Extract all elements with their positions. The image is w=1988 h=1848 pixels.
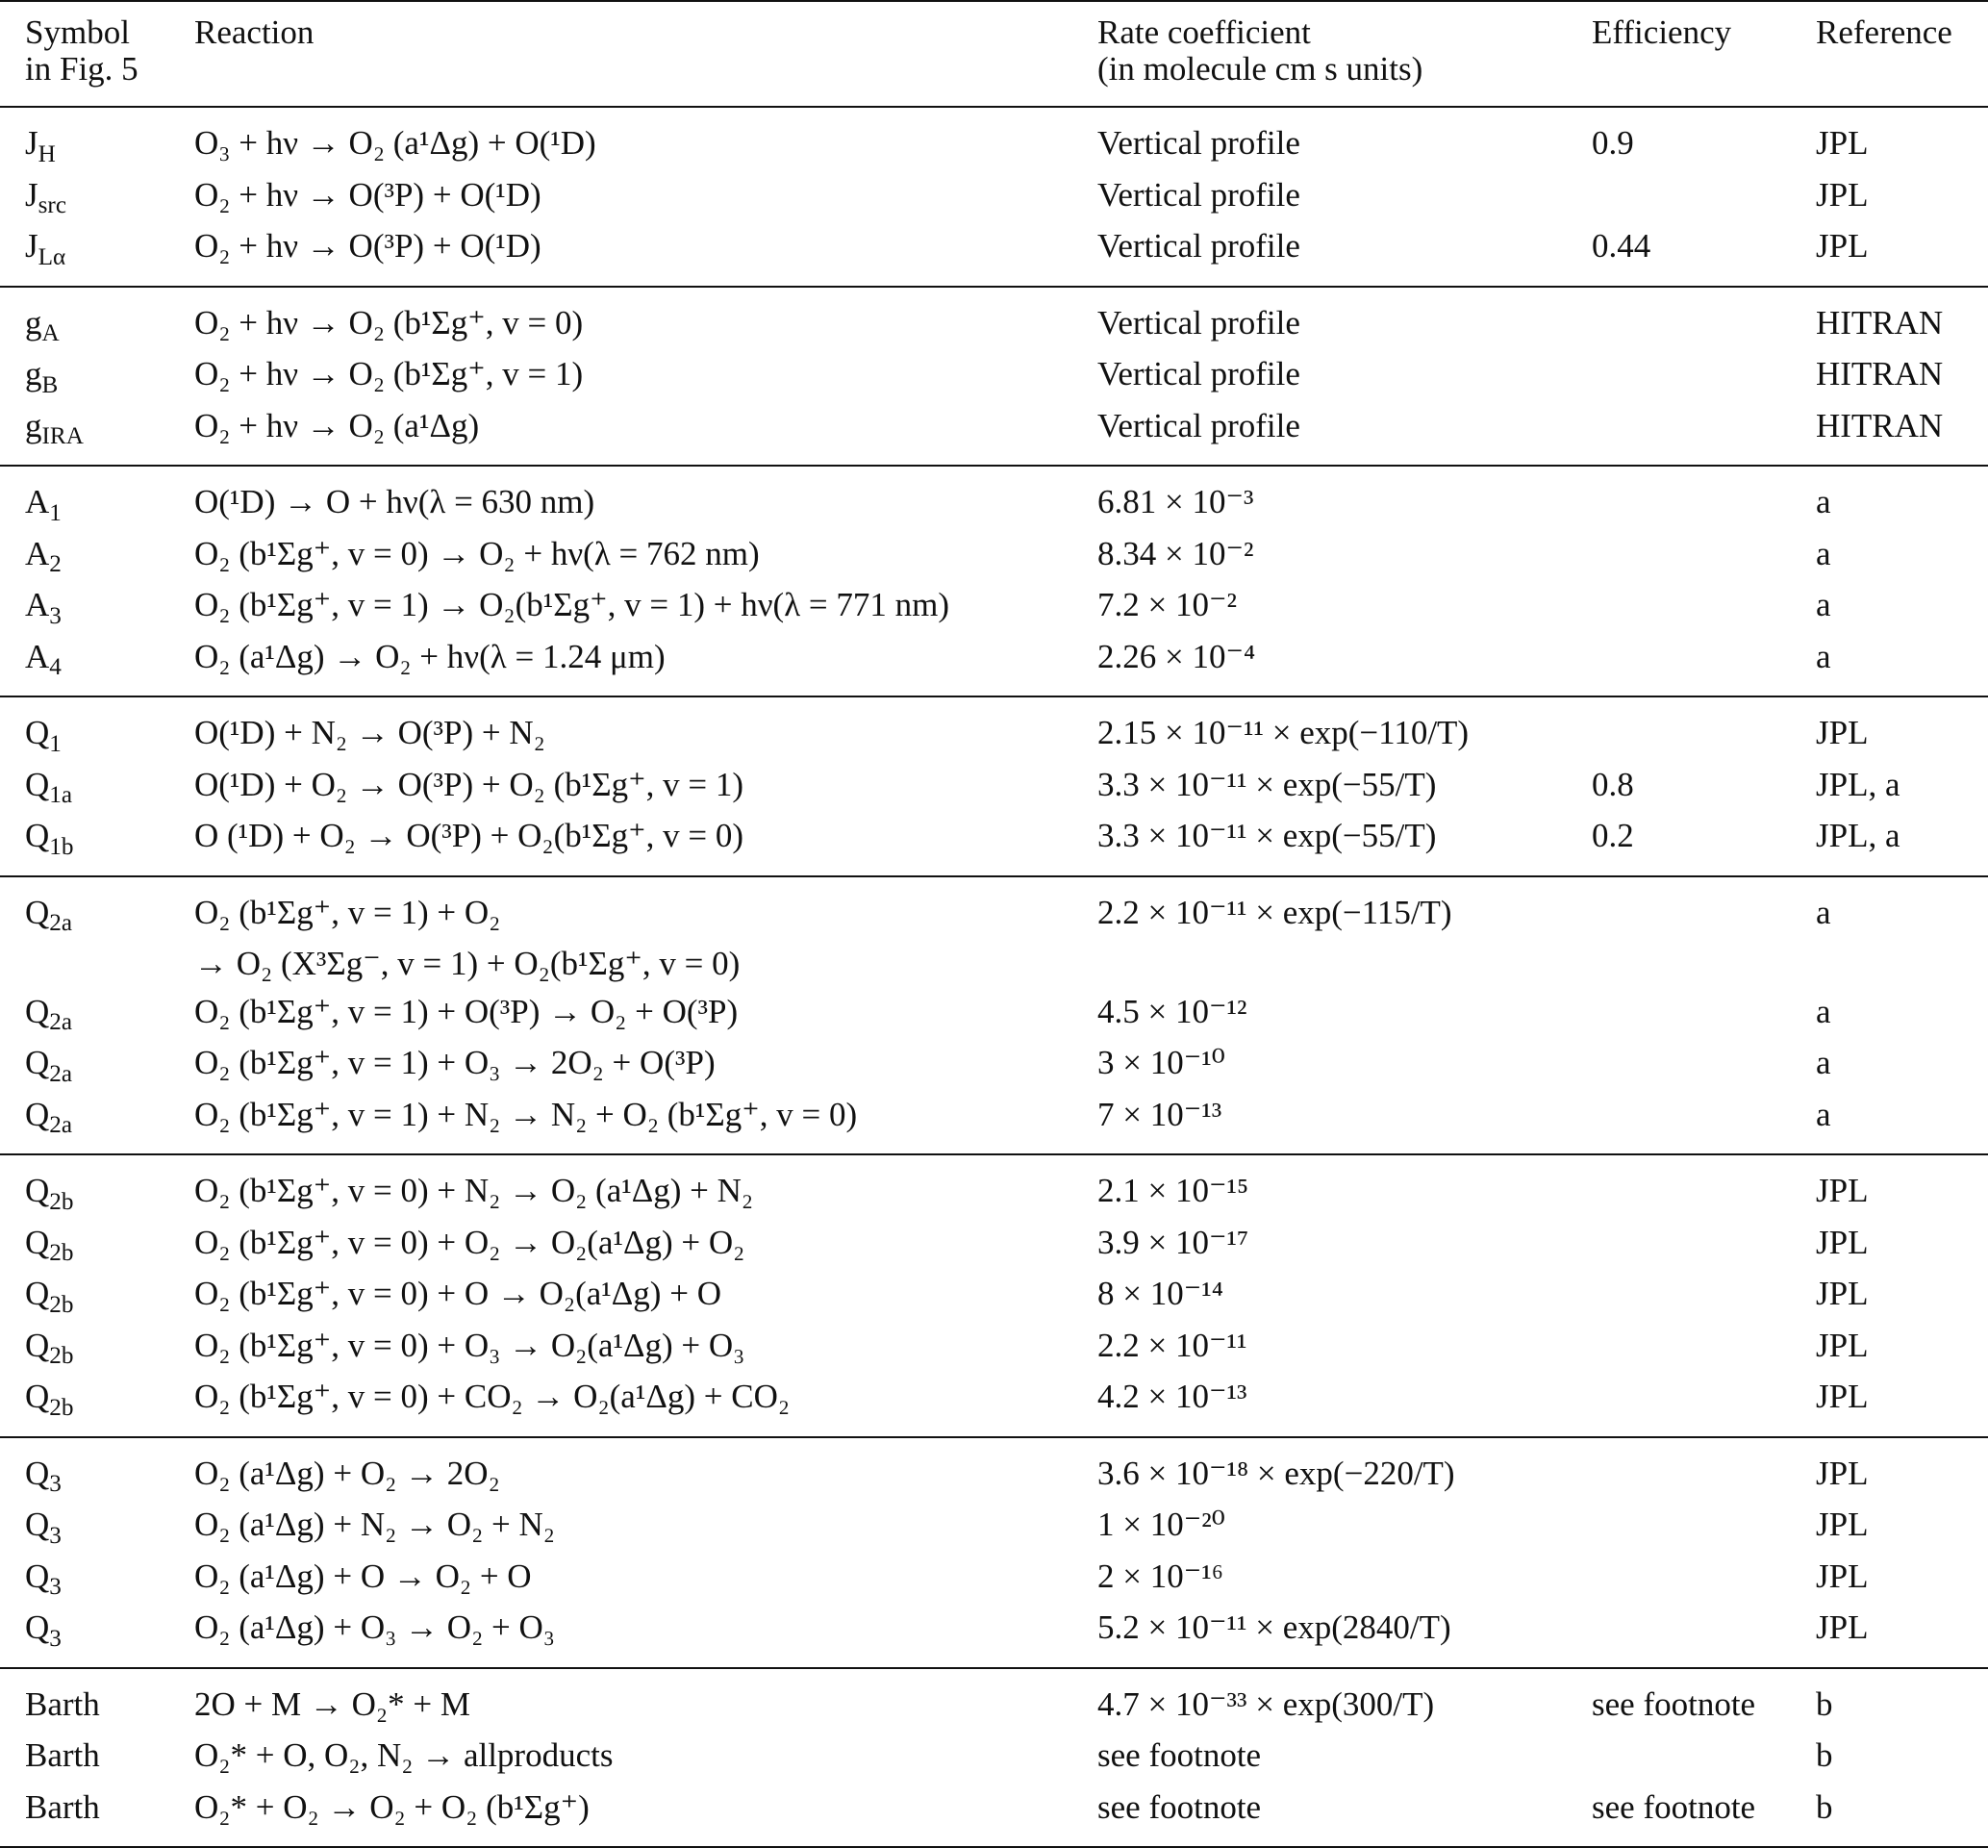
- symbol-base: A: [25, 534, 50, 572]
- cell-reaction: O₂ (b¹Σg⁺, v = 0) + O₂ → O₂(a¹Δg) + O₂: [194, 1223, 745, 1261]
- cell-reaction: O₂* + O, O₂, N₂ → allproducts: [194, 1736, 614, 1774]
- cell-reference: a: [1816, 637, 1831, 675]
- symbol-base: Q: [25, 817, 50, 854]
- cell-rate-coefficient: Vertical profile: [1097, 406, 1300, 444]
- cell-symbol: [0, 530, 169, 582]
- cell-reference: HITRAN: [1816, 406, 1944, 444]
- symbol-base: J: [25, 175, 38, 214]
- table-row: [0, 1553, 1988, 1605]
- cell-rate-coefficient: 2.15 × 10⁻¹¹ × exp(−110/T): [1097, 696, 1592, 761]
- header-reaction: Reaction: [194, 13, 315, 51]
- symbol-subscript: B: [41, 371, 59, 398]
- cell-rate-coefficient: 6.81 × 10⁻³: [1097, 466, 1592, 530]
- symbol-base: J: [25, 124, 38, 162]
- cell-reference: [1816, 940, 1988, 988]
- symbol-base: Q: [25, 1275, 50, 1312]
- cell-symbol: [0, 1219, 169, 1271]
- table-row: [0, 633, 1988, 697]
- symbol-base: Q: [25, 714, 50, 751]
- cell-reaction: O(¹D) + O₂ → O(³P) + O₂ (b¹Σg⁺, v = 1): [194, 765, 743, 803]
- cell-reference: JPL: [1816, 1557, 1869, 1595]
- table-row: [0, 696, 1988, 761]
- table-row: [0, 1091, 1988, 1155]
- symbol-base: Q: [25, 1506, 50, 1543]
- cell-rate-coefficient: 2.1 × 10⁻¹⁵: [1097, 1154, 1592, 1219]
- cell-rate-coefficient: 8.34 × 10⁻²: [1097, 534, 1254, 572]
- cell-reference: a: [1816, 534, 1831, 572]
- cell-rate-coefficient: 7.2 × 10⁻²: [1097, 586, 1237, 623]
- cell-reaction: O₂ (b¹Σg⁺, v = 0) + O → O₂(a¹Δg) + O: [194, 1275, 721, 1312]
- cell-efficiency: [1592, 988, 1816, 1040]
- cell-symbol: [0, 1154, 169, 1219]
- cell-symbol: [0, 107, 169, 171]
- symbol-subscript: 1b: [49, 833, 74, 860]
- cell-efficiency: [1592, 1501, 1816, 1553]
- cell-rate-coefficient: Vertical profile: [1097, 227, 1300, 265]
- cell-efficiency: [1592, 581, 1816, 633]
- cell-reference: JPL: [1816, 1608, 1869, 1646]
- table-row: [0, 402, 1988, 467]
- cell-reference: JPL: [1816, 696, 1988, 761]
- cell-efficiency: [1592, 696, 1816, 761]
- cell-efficiency: [1592, 287, 1816, 351]
- symbol-base: Q: [25, 1557, 50, 1595]
- cell-rate-coefficient: 7 × 10⁻¹³: [1097, 1095, 1222, 1133]
- cell-reference: b: [1816, 1668, 1988, 1733]
- cell-rate-coefficient: [1097, 940, 1592, 988]
- header-row: [0, 1, 1988, 52]
- cell-reaction: O₂ (b¹Σg⁺, v = 0) + N₂ → O₂ (a¹Δg) + N₂: [169, 1154, 1097, 1219]
- cell-symbol: [0, 988, 169, 1040]
- table-row: [0, 287, 1988, 351]
- cell-efficiency: 0.9: [1592, 107, 1816, 171]
- table-row: [0, 107, 1988, 171]
- cell-reference: JPL: [1816, 1506, 1869, 1543]
- header-symbol-line2: in Fig. 5: [25, 50, 138, 88]
- symbol-subscript: 1: [49, 499, 62, 526]
- symbol-subscript: 3: [49, 1522, 62, 1549]
- header-row-2: [0, 52, 1988, 107]
- symbol-subscript: 2b: [49, 1394, 74, 1421]
- cell-efficiency: [1592, 1154, 1816, 1219]
- cell-rate-coefficient: 4.7 × 10⁻³³ × exp(300/T): [1097, 1668, 1592, 1733]
- cell-symbol: [0, 287, 169, 351]
- table-row: [0, 988, 1988, 1040]
- cell-reference: JPL: [1816, 1275, 1869, 1312]
- table-row: [0, 581, 1988, 633]
- cell-reference: JPL: [1816, 1378, 1869, 1415]
- header-efficiency-line2: [1592, 52, 1816, 107]
- cell-rate-coefficient: 2.2 × 10⁻¹¹: [1097, 1326, 1247, 1364]
- cell-reaction: O₂ + hν → O₂ (b¹Σg⁺, v = 1): [194, 355, 584, 392]
- cell-reference: JPL: [1816, 1437, 1988, 1502]
- cell-efficiency: 0.2: [1592, 817, 1634, 854]
- symbol-base: A: [25, 586, 50, 623]
- cell-reference: a: [1816, 876, 1988, 941]
- cell-symbol: [0, 1322, 169, 1374]
- symbol-subscript: 2b: [49, 1240, 74, 1267]
- table-row: [0, 171, 1988, 223]
- cell-symbol: [0, 940, 169, 988]
- cell-reference: HITRAN: [1816, 355, 1944, 392]
- symbol-subscript: H: [38, 140, 56, 167]
- cell-reference: JPL: [1816, 107, 1988, 171]
- cell-reaction: O₂ (a¹Δg) → O₂ + hν(λ = 1.24 μm): [194, 637, 666, 675]
- cell-symbol: [0, 1437, 169, 1502]
- cell-symbol: [0, 1668, 169, 1733]
- cell-efficiency: see footnote: [1592, 1784, 1816, 1848]
- symbol-subscript: 3: [49, 1471, 62, 1498]
- symbol-base: Q: [25, 1223, 50, 1261]
- symbol-subscript: 1: [49, 730, 62, 757]
- table-row: [0, 530, 1988, 582]
- table-row: [0, 1373, 1988, 1437]
- cell-rate-coefficient: 5.2 × 10⁻¹¹ × exp(2840/T): [1097, 1608, 1451, 1646]
- cell-efficiency: [1592, 466, 1816, 530]
- cell-efficiency: [1592, 1091, 1816, 1155]
- symbol-base: Q: [25, 1095, 50, 1133]
- header-reference: Reference: [1816, 13, 1952, 51]
- symbol-base: g: [25, 355, 42, 392]
- symbol-base: Q: [25, 893, 50, 931]
- table-row: [0, 1784, 1988, 1848]
- cell-reaction: O₂ (b¹Σg⁺, v = 1) + N₂ → N₂ + O₂ (b¹Σg⁺, v = 0): [194, 1095, 858, 1133]
- cell-efficiency: [1592, 876, 1816, 941]
- cell-efficiency: see footnote: [1592, 1668, 1816, 1733]
- symbol-base: Barth: [25, 1787, 100, 1826]
- cell-efficiency: 0.44: [1592, 227, 1651, 265]
- cell-symbol: [0, 876, 169, 941]
- cell-efficiency: [1592, 1437, 1816, 1502]
- cell-reaction: O₂ + hν → O₂ (b¹Σg⁺, v = 0): [169, 287, 1097, 351]
- table-row: [0, 1501, 1988, 1553]
- symbol-subscript: 3: [49, 602, 62, 629]
- cell-reference: JPL: [1816, 1326, 1869, 1364]
- symbol-subscript: 2b: [49, 1188, 74, 1215]
- cell-symbol: [0, 1553, 169, 1605]
- table-row: [0, 350, 1988, 402]
- cell-rate-coefficient: Vertical profile: [1097, 175, 1300, 214]
- cell-reference: JPL, a: [1816, 817, 1900, 854]
- cell-reaction: O₂ + hν → O₂ (a¹Δg): [194, 406, 480, 444]
- cell-symbol: [0, 1604, 169, 1668]
- symbol-base: Q: [25, 1044, 50, 1081]
- cell-rate-coefficient: see footnote: [1097, 1784, 1592, 1848]
- symbol-base: Q: [25, 1378, 50, 1415]
- cell-efficiency: 0.8: [1592, 765, 1634, 803]
- symbol-subscript: 2a: [49, 910, 73, 937]
- cell-reaction: O₂ (b¹Σg⁺, v = 0) + O₃ → O₂(a¹Δg) + O₃: [194, 1326, 745, 1364]
- symbol-subscript: src: [38, 192, 66, 219]
- cell-efficiency: [1592, 530, 1816, 582]
- cell-efficiency: [1592, 1270, 1816, 1322]
- table-row: [0, 1604, 1988, 1668]
- symbol-subscript: 2a: [49, 1009, 73, 1036]
- header-reaction-line2: [169, 52, 1097, 107]
- cell-rate-coefficient: 2 × 10⁻¹⁶: [1097, 1557, 1223, 1595]
- symbol-base: g: [25, 303, 42, 342]
- cell-reaction: O(¹D) + N₂ → O(³P) + N₂: [169, 696, 1097, 761]
- cell-reference: a: [1816, 586, 1831, 623]
- cell-efficiency: [1592, 350, 1816, 402]
- table-body: [0, 107, 1988, 1847]
- symbol-base: J: [25, 227, 38, 265]
- table-row: [0, 1154, 1988, 1219]
- table-row: [0, 812, 1988, 876]
- cell-reference: a: [1816, 1044, 1831, 1081]
- table-row: [0, 222, 1988, 287]
- symbol-subscript: 3: [49, 1625, 62, 1652]
- cell-symbol: [0, 171, 169, 223]
- cell-reaction: O₂ (b¹Σg⁺, v = 1) → O₂(b¹Σg⁺, v = 1) + hν(λ = 771 nm): [194, 586, 950, 623]
- cell-efficiency: [1592, 633, 1816, 697]
- symbol-subscript: IRA: [41, 423, 84, 450]
- cell-symbol: [0, 350, 169, 402]
- cell-reaction: O (¹D) + O₂ → O(³P) + O₂(b¹Σg⁺, v = 0): [194, 817, 743, 854]
- symbol-subscript: 2b: [49, 1343, 74, 1370]
- cell-reference: a: [1816, 1095, 1831, 1133]
- cell-reaction: O(¹D) → O + hν(λ = 630 nm): [169, 466, 1097, 530]
- cell-reaction: O₃ + hν → O₂ (a¹Δg) + O(¹D): [169, 107, 1097, 171]
- cell-reference: a: [1816, 992, 1831, 1030]
- cell-rate-coefficient: Vertical profile: [1097, 107, 1592, 171]
- cell-efficiency: [1592, 171, 1816, 223]
- symbol-subscript: A: [41, 320, 60, 347]
- cell-efficiency: [1592, 1219, 1816, 1271]
- table-row: [0, 466, 1988, 530]
- cell-reaction: O₂ (a¹Δg) + O₂ → 2O₂: [169, 1437, 1097, 1502]
- cell-rate-coefficient: 2.2 × 10⁻¹¹ × exp(−115/T): [1097, 876, 1592, 941]
- cell-rate-coefficient: 3 × 10⁻¹⁰: [1097, 1044, 1225, 1081]
- cell-rate-coefficient: 3.9 × 10⁻¹⁷: [1097, 1223, 1249, 1261]
- symbol-subscript: 2b: [49, 1291, 74, 1318]
- cell-efficiency: [1592, 1039, 1816, 1091]
- cell-rate-coefficient: 4.5 × 10⁻¹²: [1097, 992, 1247, 1030]
- cell-symbol: [0, 1732, 169, 1784]
- cell-rate-coefficient: Vertical profile: [1097, 355, 1300, 392]
- cell-rate-coefficient: Vertical profile: [1097, 287, 1592, 351]
- cell-reference: JPL, a: [1816, 765, 1900, 803]
- symbol-subscript: Lα: [38, 243, 66, 270]
- symbol-subscript: 1a: [49, 782, 73, 809]
- cell-reaction: O₂ (b¹Σg⁺, v = 0) → O₂ + hν(λ = 762 nm): [194, 534, 760, 572]
- cell-rate-coefficient: 8 × 10⁻¹⁴: [1097, 1275, 1223, 1312]
- symbol-subscript: 2a: [49, 1112, 73, 1139]
- header-symbol: Symbol: [25, 13, 130, 51]
- cell-reaction: O₂ (b¹Σg⁺, v = 1) + O₃ → 2O₂ + O(³P): [194, 1044, 716, 1081]
- cell-symbol: [0, 222, 169, 287]
- cell-symbol: [0, 1039, 169, 1091]
- cell-reference: HITRAN: [1816, 287, 1988, 351]
- cell-efficiency: [1592, 402, 1816, 467]
- cell-reference: b: [1816, 1736, 1833, 1774]
- cell-reaction: O₂ + hν → O(³P) + O(¹D): [194, 227, 541, 265]
- symbol-base: Q: [25, 1172, 50, 1209]
- symbol-base: A: [25, 483, 50, 520]
- cell-symbol: [0, 1270, 169, 1322]
- table-row: [0, 1732, 1988, 1784]
- cell-reference: JPL: [1816, 1223, 1869, 1261]
- cell-reaction: O₂ (a¹Δg) + O₃ → O₂ + O₃: [194, 1608, 555, 1646]
- symbol-subscript: 4: [49, 654, 62, 681]
- cell-symbol: [0, 633, 169, 697]
- cell-rate-coefficient: 3.3 × 10⁻¹¹ × exp(−55/T): [1097, 765, 1437, 803]
- cell-efficiency: [1592, 1322, 1816, 1374]
- cell-reaction: O₂* + O₂ → O₂ + O₂ (b¹Σg⁺): [169, 1784, 1097, 1848]
- cell-rate-coefficient: see footnote: [1097, 1736, 1262, 1774]
- table-row: [0, 761, 1988, 813]
- cell-symbol: [0, 402, 169, 467]
- table-row: [0, 1270, 1988, 1322]
- cell-reaction: O₂ (b¹Σg⁺, v = 1) + O(³P) → O₂ + O(³P): [194, 992, 739, 1030]
- header-rate: Rate coefficient: [1097, 13, 1311, 51]
- cell-reaction: O₂ (b¹Σg⁺, v = 0) + CO₂ → O₂(a¹Δg) + CO₂: [194, 1378, 791, 1415]
- cell-reaction: O₂ + hν → O(³P) + O(¹D): [194, 175, 541, 214]
- cell-reaction: O₂ (a¹Δg) + O → O₂ + O: [194, 1557, 532, 1595]
- cell-reaction: → O₂ (X³Σg⁻, v = 1) + O₂(b¹Σg⁺, v = 0): [194, 945, 741, 982]
- symbol-subscript: 3: [49, 1574, 62, 1601]
- cell-symbol: [0, 466, 169, 530]
- table-row: [0, 876, 1988, 941]
- cell-symbol: [0, 1501, 169, 1553]
- cell-efficiency: [1592, 1732, 1816, 1784]
- cell-symbol: [0, 581, 169, 633]
- symbol-base: Q: [25, 765, 50, 803]
- cell-rate-coefficient: 2.26 × 10⁻⁴: [1097, 637, 1256, 675]
- symbol-base: Q: [25, 1608, 50, 1646]
- table-row: [0, 1039, 1988, 1091]
- cell-rate-coefficient: 1 × 10⁻²⁰: [1097, 1506, 1225, 1543]
- symbol-base: Q: [25, 1326, 50, 1364]
- cell-symbol: [0, 761, 169, 813]
- cell-efficiency: [1592, 940, 1816, 988]
- cell-reference: a: [1816, 466, 1988, 530]
- header-reference-line2: [1816, 52, 1988, 107]
- header-rate-line2: (in molecule cm s units): [1097, 50, 1423, 88]
- cell-symbol: [0, 696, 169, 761]
- cell-reference: JPL: [1816, 1154, 1988, 1219]
- cell-reference: b: [1816, 1784, 1988, 1848]
- table-header: [0, 1, 1988, 107]
- cell-efficiency: [1592, 1604, 1816, 1668]
- symbol-base: A: [25, 637, 50, 675]
- cell-rate-coefficient: 3.3 × 10⁻¹¹ × exp(−55/T): [1097, 817, 1437, 854]
- table-row: [0, 940, 1988, 988]
- cell-reaction: O₂ (b¹Σg⁺, v = 1) + O₂: [169, 876, 1097, 941]
- table-row: [0, 1668, 1988, 1733]
- symbol-base: g: [25, 406, 42, 444]
- table-row: [0, 1437, 1988, 1502]
- cell-rate-coefficient: 4.2 × 10⁻¹³: [1097, 1378, 1247, 1415]
- cell-symbol: [0, 1373, 169, 1437]
- header-efficiency: Efficiency: [1592, 13, 1732, 51]
- cell-reference: JPL: [1816, 175, 1869, 214]
- cell-symbol: [0, 1091, 169, 1155]
- cell-efficiency: [1592, 1373, 1816, 1437]
- cell-symbol: [0, 812, 169, 876]
- table-row: [0, 1219, 1988, 1271]
- symbol-base: Q: [25, 992, 50, 1030]
- cell-symbol: [0, 1784, 169, 1848]
- table-row: [0, 1322, 1988, 1374]
- symbol-subscript: 2: [49, 551, 62, 578]
- cell-reaction: 2O + M → O₂* + M: [169, 1668, 1097, 1733]
- cell-reference: JPL: [1816, 227, 1869, 265]
- symbol-base: Barth: [25, 1736, 100, 1774]
- symbol-base: Q: [25, 1454, 50, 1492]
- symbol-subscript: 2a: [49, 1060, 73, 1087]
- cell-efficiency: [1592, 1553, 1816, 1605]
- symbol-base: Barth: [25, 1684, 100, 1723]
- cell-rate-coefficient: 3.6 × 10⁻¹⁸ × exp(−220/T): [1097, 1437, 1592, 1502]
- cell-reaction: O₂ (a¹Δg) + N₂ → O₂ + N₂: [194, 1506, 555, 1543]
